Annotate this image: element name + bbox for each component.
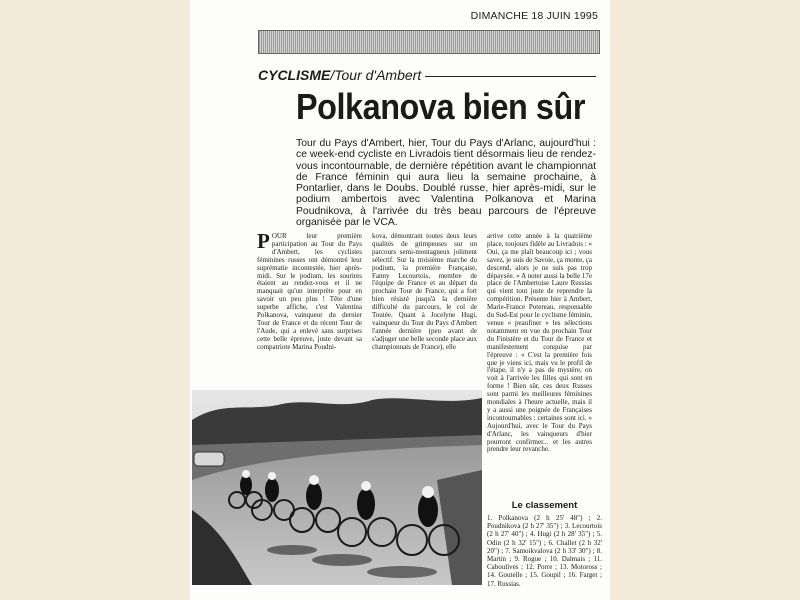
rubric-rule bbox=[425, 76, 596, 77]
column-1-text: OUR leur première participation au Tour du Pays d'Ambert, les cyclistes féminines russes ont démontré leur suprématie incontestée, hier après-midi. Sur le podium, les sourires étaient au rendez-vous et il ne manquait qu'un interprète pour en savoir un peu plus ! Tête d'une superbe affiche, c'est Valentina Polkanova, vainqueur du dernier Tour de France et du récent Tour de l'Aude, qui a enlevé sans surprises cette belle épreuve, juste devant sa compatriote Marina Poudni- bbox=[257, 233, 362, 351]
newspaper-clipping bbox=[190, 0, 610, 600]
cyclists-photo-icon bbox=[192, 390, 482, 585]
page-date: DIMANCHE 18 JUIN 1995 bbox=[470, 10, 598, 22]
results-title: Le classement bbox=[511, 500, 578, 511]
headline: Polkanova bien sûr bbox=[296, 86, 585, 127]
cyclists-photo bbox=[192, 390, 482, 585]
section-rubric bbox=[258, 67, 596, 83]
header-band bbox=[258, 30, 600, 54]
results-list: 1. Polkanova (2 h 25' 48") ; 2. Poudnikova (2 h 27' 35") ; 3. Lecourtois (2 h 27' 40") ; 4. Hugi (2 h 28' 35") ; 5. Odin (2 h 32' 15") ; 6. Challet (2 h 32' 20") ; 7. Samoikvalova (2 h 33' 30") ; 8. Martin ; 9. Rogue ; 10. Dalmais ; 11. Caboulives ; 12. Porre ; 13. Motoross ; 14. Goutelle ; 15. Goupil ; 16. Farget ; 17. Russias. bbox=[487, 514, 602, 588]
lead-paragraph: Tour du Pays d'Ambert, hier, Tour du Pays d'Arlanc, aujourd'hui : ce week-end cycliste en Livradois tient désormais lieu de rendez-vous incontournable, de dernière répétition avant le championnat de France féminin qui aura lieu la semaine prochaine, à Pontarlier, dans le Doubs. Doublé russe, hier après-midi, sur le podium ambertois avec Valentina Polkanova et Marina Poudnikova, à l'arrivée du très beau parcours de l'épreuve organisée par le VCA. bbox=[296, 138, 596, 229]
subsection-label: /Tour d'Ambert bbox=[330, 67, 422, 83]
article-column-2: kova, démontrant toutes deux leurs qualités de grimpeuses sur un parcours semi-montagneux joliment sélectif. Sur la troisième marche du podium, la première Française, Fanny Lecourtois, membre de l'équipe de France et au départ du prochain Tour de France, qui a fort bien résisté jusqu'à la dernière difficulté du parcours, le col de Toutée. Quant à Jocelyne Hugi, vainqueur du Tour du Pays d'Ambert l'année dernière (peu avant de s'adjuger une belle seconde place aux championnats de France), elle bbox=[372, 233, 477, 351]
section-label: CYCLISME bbox=[258, 67, 331, 83]
article-column-3: arrive cette année à la quatrième place, toujours fidèle au Livradois : « Oui, ça me plaît beaucoup ici ; vous savez, je suis de Savoie, ça monte, ça descend, alors je ne suis pas trop dépaysée. » A noter aussi la belle 17e place de l'Ambertoise Laure Russias qui vient tout juste de reprendre la compétition. Présente hier à Ambert, Marie-France Potereau, responsable du Sud-Est pour le cyclisme féminin, venue « peaufiner » les sélections notamment en vue du prochain Tour du Finistère et du Tour de France et manifestement conquise par l'épreuve : « C'est la première fois que je viens ici, mais vu le profil de l'étape, il n'y a pas de mystère, on voit à l'arrivée les filles qui sont en forme ! Bien sûr, ces deux Russes sont parmi les meilleures féminines mondiales à l'heure actuelle, mais il y a aussi une poignée de Françaises incontournables : certaines sont ici. » Aujourd'hui, avec le Tour du Pays d'Arlanc, les vainqueurs d'hier pourront confirmer... et les autres prendre leur revanche. bbox=[487, 233, 592, 454]
drop-cap: P bbox=[257, 233, 270, 253]
article-column-1 bbox=[257, 233, 362, 357]
